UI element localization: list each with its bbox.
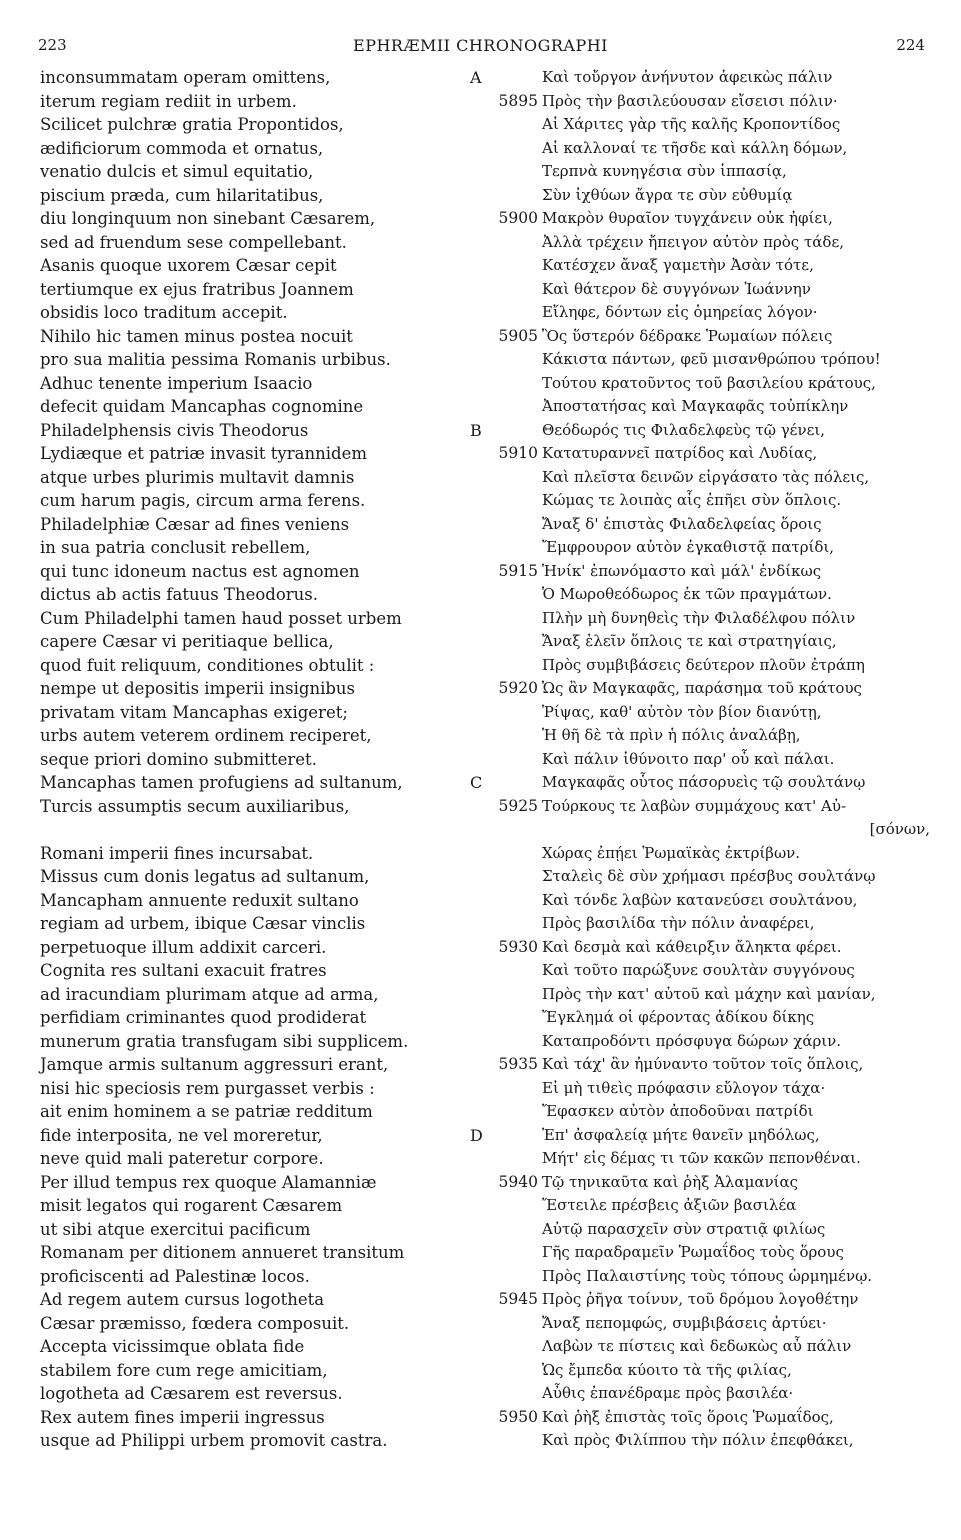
greek-line-continuation: [σόνων, — [869, 820, 930, 838]
greek-line — [470, 701, 940, 725]
greek-line — [470, 66, 940, 90]
latin-line: seque priori domino submitteret. — [40, 749, 317, 769]
greek-text: Ἄναξ ἑλεῖν ὅπλοις τε καὶ στρατηγίαις, — [542, 632, 837, 650]
verse-number: 5925 — [498, 796, 538, 815]
greek-text: Καὶ πάλιν ἰθύνοιτο παρ' οὗ καὶ πάλαι. — [542, 749, 835, 768]
latin-line: Turcis assumptis secum auxiliaribus, — [40, 796, 350, 816]
latin-line: sed ad fruendum sese compellebant. — [40, 232, 347, 252]
greek-text: Ἡ θῆ δὲ τὰ πρὶν ἡ πόλις ἀναλάβῃ, — [542, 726, 801, 744]
latin-line: ædificiorum commoda et ornatus, — [40, 138, 324, 158]
greek-text: Ῥίψας, καθ' αὑτὸν τὸν βίον διανύτῃ, — [542, 702, 822, 721]
greek-line — [470, 1429, 940, 1453]
greek-text: Εἴληφε, δόντων εἰς ὁμηρείας λόγον· — [542, 303, 818, 321]
greek-text: Ἔστειλε πρέσβεις ἀξιῶν βασιλέα — [542, 1196, 797, 1214]
section-marker: C — [470, 773, 483, 792]
greek-line — [470, 160, 940, 184]
greek-text: Ἄναξ δ' ἐπιστὰς Φιλαδελφείας ὅροις — [542, 514, 822, 533]
greek-line — [470, 748, 940, 772]
latin-line: Philadelphiæ Cæsar ad fines veniens — [40, 514, 350, 534]
greek-line — [470, 1006, 940, 1030]
greek-text: Ἀλλὰ τρέχειν ἤπειγον αὐτὸν πρὸς τάδε, — [542, 232, 844, 251]
latin-line: Missus cum donis legatus ad sultanum, — [40, 867, 370, 886]
greek-text: Ὁ Μωροθεόδωρος ἐκ τῶν πραγμάτων. — [542, 585, 832, 603]
greek-text: Ἐπ' ἀσφαλείᾳ μήτε θανεῖν μηδόλως, — [542, 1125, 820, 1144]
latin-column — [40, 66, 480, 1453]
greek-text: Σὺν ἰχθύων ἄγρα τε σὺν εὐθυμίᾳ — [542, 185, 793, 204]
latin-line: atque urbes plurimis multavit damnis — [40, 467, 355, 487]
greek-text: Καὶ πρὸς Φιλίππου τὴν πόλιν ἐπεφθάκει, — [542, 1431, 854, 1449]
greek-text: Ἀποστατήσας καὶ Μαγκαφᾶς τοὐπίκλην — [542, 397, 849, 415]
latin-line: inconsummatam operam omittens, — [40, 68, 331, 87]
greek-line — [470, 865, 940, 889]
greek-line — [470, 912, 940, 936]
greek-text: Καὶ δεσμὰ καὶ κάθειρξιν ἄληκτα φέρει. — [542, 937, 842, 956]
latin-line: Jamque armis sultanum aggressuri erant, — [40, 1055, 389, 1074]
greek-line — [470, 513, 940, 537]
greek-text: Ἄναξ πεπομφώς, συμβιβάσεις ἀρτύει· — [542, 1313, 827, 1332]
greek-line — [470, 1218, 940, 1242]
verse-number: 5895 — [498, 91, 538, 110]
latin-line: Romani imperii fines incursabat. — [40, 843, 314, 863]
latin-line: Adhuc tenente imperium Isaacio — [40, 373, 313, 393]
greek-line — [470, 560, 940, 584]
latin-line: regiam ad urbem, ibique Cæsar vinclis — [40, 914, 366, 933]
latin-line: obsidis loco traditum accepit. — [40, 303, 288, 322]
greek-text: Πρὸς βασιλίδα τὴν πόλιν ἀναφέρει, — [542, 914, 815, 932]
greek-text: Καὶ τάχ' ἂν ἠμύναντο τοῦτον τοῖς ὅπλοις, — [542, 1055, 864, 1073]
latin-line: nisi hic speciosis rem purgasset verbis : — [40, 1078, 375, 1098]
latin-line: nempe ut depositis imperii insignibus — [40, 679, 356, 698]
greek-line — [470, 1312, 940, 1336]
greek-text: Πρὸς ῥῆγα τοίνυν, τοῦ δρόμου λογοθέτην — [542, 1290, 859, 1308]
greek-text: Πλὴν μὴ δυνηθεὶς τὴν Φιλαδέλφου πόλιν — [542, 608, 856, 627]
latin-line: defecit quidam Mancaphas cognomine — [40, 397, 364, 416]
greek-line — [470, 583, 940, 607]
verse-number: 5935 — [498, 1055, 538, 1073]
greek-line — [470, 254, 940, 278]
greek-text: Καὶ θάτερον δὲ συγγόνων Ἰωάννην — [542, 279, 811, 298]
latin-line: Lydiæque et patriæ invasit tyrannidem — [40, 444, 367, 463]
greek-text: Τούτου κρατοῦντος τοῦ βασιλείου κράτους, — [542, 373, 876, 392]
greek-line — [470, 1077, 940, 1101]
latin-line: in sua patria conclusit rebellem, — [40, 538, 311, 557]
greek-text: Καὶ πλεῖστα δεινῶν εἰργάσατο τὰς πόλεις, — [542, 467, 870, 486]
greek-text: Καὶ ῥὴξ ἐπιστὰς τοῖς ὅροις Ῥωμαΐδος, — [542, 1407, 834, 1426]
greek-text: Ὡς ἂν Μαγκαφᾶς, παράσημα τοῦ κράτους — [542, 679, 862, 697]
latin-line: Nihilo hic tamen minus postea nocuit — [40, 326, 353, 346]
greek-line — [470, 207, 940, 231]
latin-line: perpetuoque illum addixit carceri. — [40, 937, 327, 957]
latin-line: Mancaphas tamen profugiens ad sultanum, — [40, 773, 403, 792]
running-title: EPHRÆMII CHRONOGRAPHI — [353, 36, 608, 55]
verse-number: 5915 — [498, 561, 538, 580]
latin-line: Romanam per ditionem annueret transitum — [40, 1243, 405, 1262]
verse-number: 5940 — [498, 1172, 538, 1191]
greek-line — [470, 278, 940, 302]
greek-line — [470, 1100, 940, 1124]
greek-text: Αὐτῷ παρασχεῖν σὺν στρατιᾷ φιλίως — [542, 1219, 826, 1238]
verse-number: 5905 — [498, 326, 538, 345]
latin-line: neve quid mali pateretur corpore. — [40, 1149, 324, 1168]
greek-text: Χώρας ἐπῄει Ῥωμαϊκὰς ἐκτρίβων. — [542, 843, 801, 862]
greek-text: Λαβὼν τε πίστεις καὶ δεδωκὼς αὖ πάλιν — [542, 1337, 852, 1355]
greek-line — [470, 1147, 940, 1171]
greek-line — [470, 184, 940, 208]
latin-line: ut sibi atque exercitui pacificum — [40, 1219, 311, 1239]
latin-line: qui tunc idoneum nactus est agnomen — [40, 561, 360, 581]
greek-line — [470, 959, 940, 983]
greek-text: Πρὸς συμβιβάσεις δεύτερον πλοῦν ἐτράπη — [542, 655, 865, 674]
greek-line — [470, 771, 940, 795]
latin-line: fide interposita, ne vel moreretur, — [40, 1125, 323, 1145]
greek-line — [470, 795, 940, 819]
greek-line — [470, 395, 940, 419]
latin-line: proficiscenti ad Palestinæ locos. — [40, 1266, 310, 1286]
latin-line: tertiumque ex ejus fratribus Joannem — [40, 279, 354, 299]
section-marker: D — [470, 1125, 483, 1145]
latin-line: munerum gratia transfugam sibi supplicem. — [40, 1031, 409, 1051]
greek-text: Αὖθις ἐπανέδραμε πρὸς βασιλέα· — [542, 1384, 794, 1402]
latin-line: venatio dulcis et simul equitatio, — [40, 162, 314, 181]
greek-line — [470, 1382, 940, 1406]
greek-line — [470, 419, 940, 443]
latin-line: usque ad Philippi urbem promovit castra. — [40, 1431, 388, 1450]
greek-line — [470, 90, 940, 114]
verse-number: 5900 — [498, 209, 538, 227]
greek-line — [470, 348, 940, 372]
greek-line — [470, 842, 940, 866]
greek-line — [470, 536, 940, 560]
latin-line: Accepta vicissimque oblata fide — [40, 1337, 305, 1356]
greek-line — [470, 1359, 940, 1383]
greek-text: Τούρκους τε λαβὼν συμμάχους κατ' Αὐ- — [542, 796, 847, 815]
greek-text: Πρὸς τὴν βασιλεύουσαν εἴσεισι πόλιν· — [542, 91, 838, 110]
greek-line — [470, 372, 940, 396]
greek-text: Καὶ τοὔργον ἀνήνυτον ἀφεικὼς πάλιν — [542, 68, 833, 86]
greek-text: Καὶ τοῦτο παρώξυνε σουλτὰν συγγόνους — [542, 961, 855, 979]
greek-line — [470, 1124, 940, 1148]
greek-text: Αἱ Χάριτες γὰρ τῆς καλῆς Κροποντίδος — [542, 115, 841, 133]
latin-line: Mancapham annuente reduxit sultano — [40, 890, 359, 910]
greek-text: Καταπροδόντι πρόσφυγα δώρων χάριν. — [542, 1031, 842, 1050]
latin-line: privatam vitam Mancaphas exigeret; — [40, 702, 348, 722]
latin-line: logotheta ad Cæsarem est reversus. — [40, 1384, 343, 1403]
greek-text: Γῆς παραδραμεῖν Ῥωμαΐδος τοὺς ὅρους — [542, 1243, 844, 1261]
latin-line: Rex autem fines imperii ingressus — [40, 1407, 325, 1427]
latin-line: stabilem fore cum rege amicitiam, — [40, 1360, 328, 1380]
greek-text: Ἔγκλημά οἱ φέροντας ἀδίκου δίκης — [542, 1008, 815, 1026]
greek-text: Εἰ μὴ τιθεὶς πρόφασιν εὔλογον τάχα· — [542, 1078, 826, 1097]
latin-line: perfidiam criminantes quod prodiderat — [40, 1008, 367, 1027]
latin-line: iterum regiam rediit in urbem. — [40, 91, 297, 111]
greek-line — [470, 466, 940, 490]
greek-line — [470, 1171, 940, 1195]
latin-line: urbs autem veterem ordinem reciperet, — [40, 726, 372, 745]
greek-text: Μαγκαφᾶς οὗτος πάσορυεὶς τῷ σουλτάνῳ — [542, 773, 866, 791]
greek-column — [470, 66, 940, 1453]
latin-line: ait enim hominem a se patriæ redditum — [40, 1102, 373, 1121]
greek-line — [470, 137, 940, 161]
verse-number: 5950 — [498, 1407, 538, 1426]
greek-line — [470, 1406, 940, 1430]
greek-line — [470, 231, 940, 255]
greek-text: Κατατυραννεῖ πατρίδος καὶ Λυδίας, — [542, 444, 818, 462]
latin-line: pro sua malitia pessima Romanis urbibus. — [40, 350, 391, 369]
latin-line: Asanis quoque uxorem Cæsar cepit — [40, 256, 337, 275]
greek-line — [470, 1241, 940, 1265]
latin-line: Cum Philadelphi tamen haud posset urbem — [40, 608, 402, 628]
latin-line: quod fuit reliquum, conditiones obtulit : — [40, 655, 375, 675]
latin-line: ad iracundiam plurimam atque ad arma, — [40, 984, 379, 1004]
greek-text: Ὃς ὕστερόν δέδρακε Ῥωμαίων πόλεις — [542, 326, 833, 345]
greek-line — [470, 630, 940, 654]
greek-line — [470, 654, 940, 678]
page-header — [0, 36, 961, 58]
latin-line: Per illud tempus rex quoque Alamanniæ — [40, 1172, 377, 1192]
greek-line — [470, 113, 940, 137]
greek-line — [470, 724, 940, 748]
latin-line: Ad regem autem cursus logotheta — [40, 1290, 325, 1309]
latin-line: capere Cæsar vi peritiaque bellica, — [40, 632, 334, 651]
greek-line — [470, 1335, 940, 1359]
greek-line — [470, 1053, 940, 1077]
greek-text: Ὡς ἔμπεδα κύοιτο τὰ τῆς φιλίας, — [542, 1360, 792, 1379]
page-number-right: 224 — [896, 36, 925, 54]
latin-line: dictus ab actis fatuus Theodorus. — [40, 585, 318, 604]
greek-line — [470, 1194, 940, 1218]
greek-text: Σταλεὶς δὲ σὺν χρήμασι πρέσβυς σουλτάνῳ — [542, 867, 876, 885]
latin-line: piscium præda, cum hilaritatibus, — [40, 185, 324, 205]
verse-number: 5930 — [498, 937, 538, 956]
greek-line — [470, 325, 940, 349]
greek-text: Πρὸς τὴν κατ' αὐτοῦ καὶ μάχην καὶ μανίαν, — [542, 984, 876, 1003]
section-marker: A — [470, 68, 482, 87]
greek-line — [470, 301, 940, 325]
latin-line: Cæsar præmisso, fœdera composuit. — [40, 1313, 350, 1333]
verse-number: 5945 — [498, 1290, 538, 1308]
verse-number: 5910 — [498, 444, 538, 462]
greek-text: Κώμας τε λοιπὰς αἷς ἐπῆει σὺν ὅπλοις. — [542, 491, 842, 509]
greek-text: Αἱ καλλοναί τε τῆσδε καὶ κάλλη δόμων, — [542, 138, 848, 157]
section-marker: B — [470, 420, 482, 440]
latin-line: diu longinquum non sinebant Cæsarem, — [40, 209, 376, 228]
latin-line: Philadelphensis civis Theodorus — [40, 420, 309, 440]
page-number-left: 223 — [38, 36, 67, 54]
greek-text: Μακρὸν θυραῖον τυγχάνειν οὐκ ἠφίει, — [542, 209, 833, 227]
greek-text: Ἡνίκ' ἐπωνόμαστο καὶ μάλ' ἐνδίκως — [542, 561, 822, 580]
greek-line — [470, 1288, 940, 1312]
greek-text: Μήτ' εἰς δέμας τι τῶν κακῶν πεπονθέναι. — [542, 1149, 861, 1167]
latin-line: cum harum pagis, circum arma ferens. — [40, 491, 366, 510]
greek-line — [470, 1265, 940, 1289]
greek-text: Ἔφασκεν αὐτὸν ἀποδοῦναι πατρίδι — [542, 1102, 814, 1120]
greek-line — [470, 889, 940, 913]
greek-line — [470, 936, 940, 960]
line-gap — [40, 818, 480, 842]
verse-number: 5920 — [498, 679, 538, 697]
greek-text: Ἔμφρουρον αὐτὸν ἐγκαθιστᾷ πατρίδι, — [542, 538, 835, 556]
greek-line — [470, 677, 940, 701]
greek-text: Πρὸς Παλαιστίνης τοὺς τόπους ὡρμημένῳ. — [542, 1266, 873, 1285]
greek-text: Τερπνὰ κυνηγέσια σὺν ἱππασίᾳ, — [542, 162, 787, 180]
greek-line — [470, 489, 940, 513]
greek-text: Θεόδωρός τις Φιλαδελφεὺς τῷ γένει, — [542, 420, 825, 439]
greek-text: Κάκιστα πάντων, φεῦ μισανθρώπου τρόπου! — [542, 350, 881, 368]
greek-line — [470, 983, 940, 1007]
latin-line: Cognita res sultani exacuit fratres — [40, 961, 327, 980]
greek-text: Τῷ τηνικαῦτα καὶ ῥὴξ Ἀλαμανίας — [542, 1172, 798, 1191]
greek-line — [470, 607, 940, 631]
latin-line: misit legatos qui rogarent Cæsarem — [40, 1196, 343, 1215]
greek-text: Καὶ τόνδε λαβὼν κατανεύσει σουλτάνου, — [542, 890, 858, 909]
latin-line: Scilicet pulchræ gratia Propontidos, — [40, 115, 344, 134]
greek-line — [470, 1030, 940, 1054]
greek-line — [470, 442, 940, 466]
greek-text: Κατέσχεν ἄναξ γαμετὴν Ἀσὰν τότε, — [542, 256, 814, 274]
